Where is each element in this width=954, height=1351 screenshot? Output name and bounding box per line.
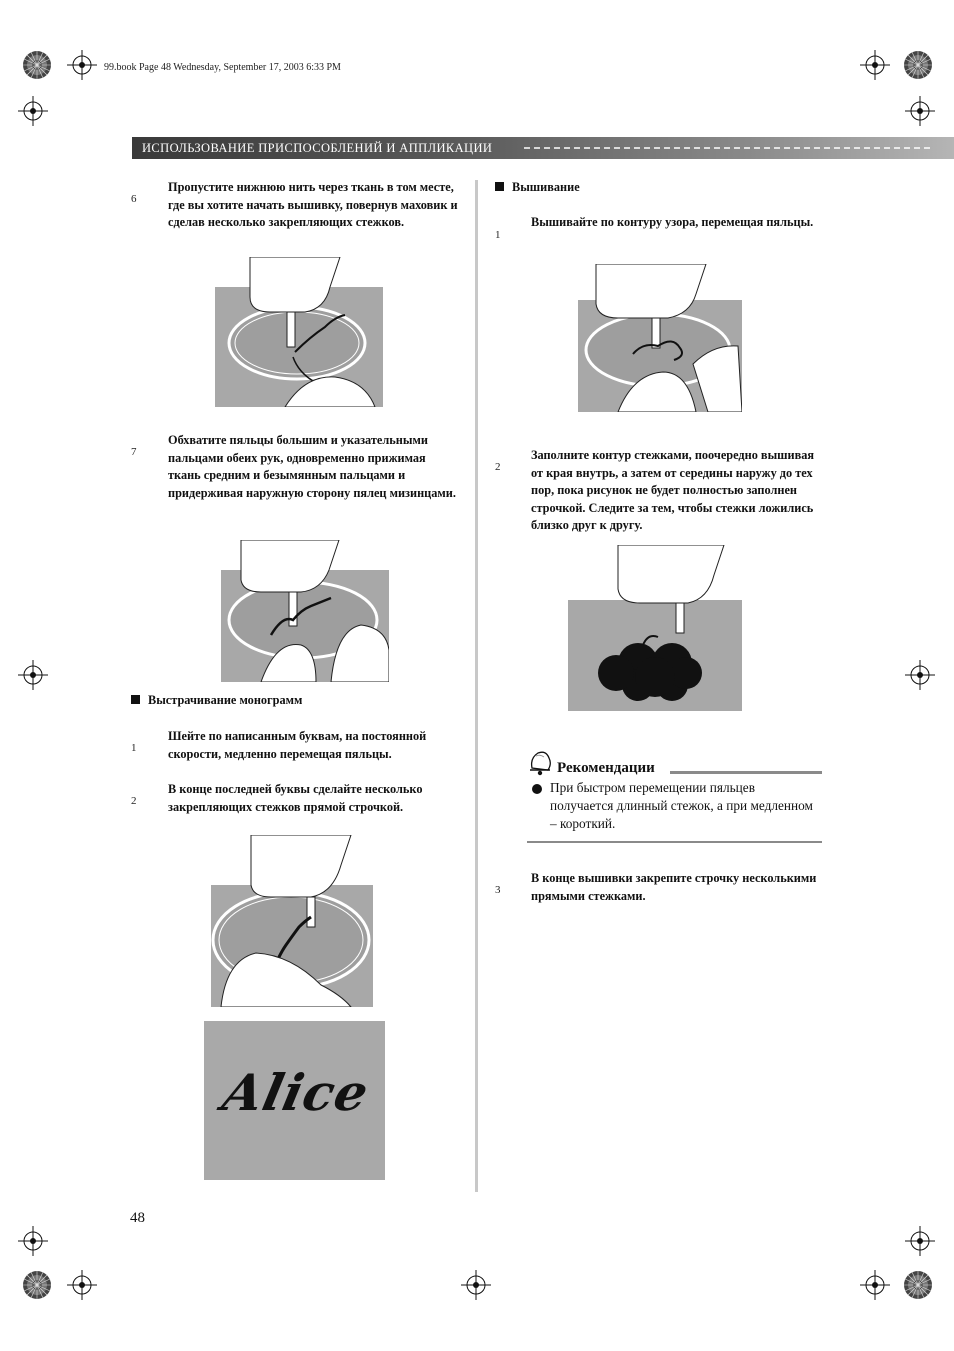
step-text: Обхватите пяльцы большим и указательными пальцами обеих рук, одновременно прижимая ткань средним и безымянным пальцами и придерживая наружную сторону пялец мизинцами. — [168, 433, 456, 500]
section-heading-embroidery: Вышивание — [495, 180, 580, 195]
square-bullet-icon — [495, 182, 504, 191]
registration-crosshair-icon — [67, 1270, 97, 1300]
illustration-outline-stitch — [578, 264, 742, 412]
monogram-sample-swatch — [204, 1021, 385, 1180]
registration-starburst-icon — [903, 50, 933, 80]
recommendations-rule — [670, 771, 822, 774]
step-text: Заполните контур стежками, поочередно вышивая от края внутрь, а затем от середины наружу до тех пор, пока рисунок не будет полностью заполнен строчкой. Следите за тем, чтобы стежки ложились близко друг к другу. — [531, 448, 815, 533]
registration-starburst-icon — [22, 50, 52, 80]
step-text: Пропустите нижнюю нить через ткань в том месте, где вы хотите начать вышивку, повернув маховик и сделав несколько закрепляющих стежков. — [168, 180, 458, 230]
step-number: 3 — [495, 884, 501, 896]
bullet-dot-icon — [532, 784, 542, 794]
registration-crosshair-icon — [67, 50, 97, 80]
registration-starburst-icon — [22, 1270, 52, 1300]
illustration-hold-hoop — [221, 540, 389, 682]
chapter-title: ИСПОЛЬЗОВАНИЕ ПРИСПОСОБЛЕНИЙ И АППЛИКАЦИИ — [142, 141, 493, 155]
header-dashes — [524, 147, 930, 149]
illustration-start-thread — [215, 257, 383, 407]
registration-crosshair-icon — [18, 1226, 48, 1256]
file-meta-line: 99.book Page 48 Wednesday, September 17, 2003 6:33 PM — [104, 62, 341, 73]
step-number: 1 — [131, 742, 137, 754]
registration-crosshair-icon — [461, 1270, 491, 1300]
registration-crosshair-icon — [18, 660, 48, 690]
chapter-header — [132, 137, 954, 159]
square-bullet-icon — [131, 695, 140, 704]
recommendations-bottom-rule — [527, 841, 822, 843]
registration-crosshair-icon — [18, 96, 48, 126]
section-heading-monograms: Выстрачивание монограмм — [131, 693, 302, 708]
step-text: Шейте по написанным буквам, на постоянной скорости, медленно перемещая пяльцы. — [168, 729, 427, 761]
monogram-sample-word: Alice — [217, 1063, 375, 1122]
step-number: 2 — [131, 795, 137, 807]
column-divider — [475, 180, 478, 1192]
bell-icon — [526, 748, 554, 776]
registration-crosshair-icon — [905, 96, 935, 126]
step-text: В конце вышивки закрепите строчку несколькими прямыми стежками. — [531, 871, 817, 903]
step-number: 7 — [131, 446, 137, 458]
step-number: 2 — [495, 461, 501, 473]
page-number: 48 — [130, 1210, 145, 1226]
step-number: 1 — [495, 229, 501, 241]
illustration-sew-letters — [211, 835, 373, 1007]
step-text: В конце последней буквы сделайте несколько закрепляющих стежков прямой строчкой. — [168, 782, 423, 814]
registration-crosshair-icon — [860, 50, 890, 80]
recommendations-title: Рекомендации — [557, 760, 655, 776]
registration-starburst-icon — [903, 1270, 933, 1300]
registration-crosshair-icon — [905, 1226, 935, 1256]
step-number: 6 — [131, 193, 137, 205]
registration-crosshair-icon — [905, 660, 935, 690]
step-text: Вышивайте по контуру узора, перемещая пяльцы. — [531, 215, 814, 229]
recommendations-text: При быстром перемещении пяльцев получается длинный стежок, а при медленном – короткий. — [550, 780, 813, 831]
registration-crosshair-icon — [860, 1270, 890, 1300]
illustration-fill-stitch — [568, 545, 742, 711]
